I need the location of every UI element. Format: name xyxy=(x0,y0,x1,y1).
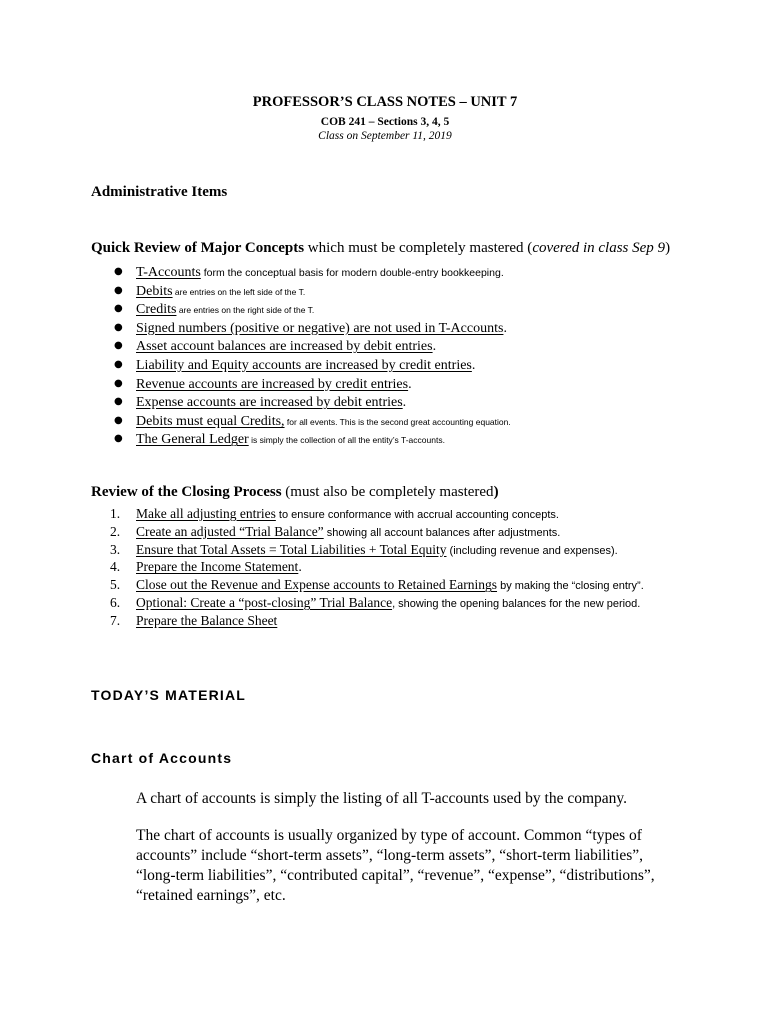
list-item xyxy=(110,558,644,576)
bullet-icon: ● xyxy=(114,303,123,315)
concept-link[interactable]: The General Ledger xyxy=(136,432,249,448)
todays-material-heading: TODAY’S MATERIAL xyxy=(91,687,247,703)
list-item xyxy=(114,319,511,338)
concept-tail: . xyxy=(408,376,412,392)
step-number: 6. xyxy=(110,594,121,610)
step-number: 4. xyxy=(110,559,121,575)
concept-link[interactable]: Signed numbers (positive or negative) are not used in T-Accounts xyxy=(136,320,504,336)
list-item xyxy=(110,594,644,612)
concepts-list xyxy=(114,263,511,449)
concept-link[interactable]: Expense accounts are increased by debit entries xyxy=(136,395,403,411)
quick-review-heading-bold: Quick Review of Major Concepts xyxy=(91,240,305,256)
step-number: 5. xyxy=(110,577,121,593)
concept-link[interactable]: Asset account balances are increased by debit entries xyxy=(136,339,433,355)
step-note: by making the “closing entry”. xyxy=(497,580,644,593)
step-link[interactable]: Prepare the Balance Sheet xyxy=(136,612,278,628)
bullet-icon: ● xyxy=(114,377,123,389)
step-note: to ensure conformance with accrual accounting concepts. xyxy=(275,509,559,521)
list-item xyxy=(114,430,511,449)
list-item xyxy=(114,375,511,394)
bullet-icon: ● xyxy=(114,340,123,352)
concept-note: for all events. This is the second great accounting equation. xyxy=(284,416,511,427)
chart-of-accounts-paragraph-1: A chart of accounts is simply the listing of all T-accounts used by the company. xyxy=(136,790,628,807)
bullet-icon: ● xyxy=(114,414,123,426)
concept-link[interactable]: T-Accounts xyxy=(136,265,201,280)
list-item xyxy=(114,300,511,319)
bullet-icon: ● xyxy=(114,284,123,296)
closing-heading-normal: (must also be completely mastered xyxy=(281,484,494,500)
concept-link[interactable]: Debits must equal Credits, xyxy=(136,413,285,429)
step-link[interactable]: Optional: Create a “post-closing” Trial Balance xyxy=(136,594,393,610)
step-link[interactable]: Close out the Revenue and Expense accounts to Retained Earnings xyxy=(136,577,498,593)
step-link[interactable]: Ensure that Total Assets = Total Liabilities + Total Equity xyxy=(136,541,447,557)
bullet-icon: ● xyxy=(114,433,123,445)
concept-tail: . xyxy=(503,320,507,336)
list-item xyxy=(110,541,644,559)
concept-note: are entries on the right side of the T. xyxy=(176,305,315,316)
course-subtitle: COB 241 – Sections 3, 4, 5 xyxy=(320,116,450,128)
list-item xyxy=(114,393,511,412)
step-link[interactable]: Create an adjusted “Trial Balance” xyxy=(136,523,324,539)
document-title: PROFESSOR’S CLASS NOTES – UNIT 7 xyxy=(252,94,518,110)
step-note: (including revenue and expenses). xyxy=(446,544,618,557)
concept-link[interactable]: Debits xyxy=(136,283,173,299)
step-link[interactable]: Prepare the Income Statement xyxy=(136,559,299,575)
step-link[interactable]: Make all adjusting entries xyxy=(136,506,276,521)
concept-note: form the conceptual basis for modern double-entry bookkeeping. xyxy=(200,267,504,279)
list-item xyxy=(110,612,644,630)
closing-heading-close: ) xyxy=(493,484,499,500)
chart-of-accounts-heading: Chart of Accounts xyxy=(91,750,233,766)
concept-tail: . xyxy=(432,339,437,355)
chart-of-accounts-paragraph-2: The chart of accounts is usually organized by type of account. Common “types of accounts” include “short-term assets”, “long-term assets”, “short-term liabilities”, “long-term liabilities”, “contributed capital”, “revenue”, “expense”, “distributions”, “retained earnings”, etc. xyxy=(136,827,655,904)
bullet-icon: ● xyxy=(114,358,123,370)
step-number: 7. xyxy=(110,612,121,628)
concept-link[interactable]: Liability and Equity accounts are increased by credit entries xyxy=(136,357,472,373)
concept-note: is simply the collection of all the entity’s T-accounts. xyxy=(248,435,445,446)
list-item xyxy=(110,523,644,541)
admin-heading: Administrative Items xyxy=(91,184,228,200)
list-item xyxy=(114,263,511,282)
step-number: 1. xyxy=(110,506,121,521)
closing-steps-list xyxy=(110,505,644,630)
concept-tail: . xyxy=(402,395,407,411)
bullet-icon: ● xyxy=(114,396,123,408)
list-item xyxy=(114,282,511,301)
list-item xyxy=(110,505,644,523)
quick-review-heading xyxy=(91,240,670,257)
class-date: Class on September 11, 2019 xyxy=(318,130,452,142)
closing-heading xyxy=(91,484,499,501)
step-note: showing all account balances after adjustments. xyxy=(323,526,561,539)
closing-heading-bold: Review of the Closing Process xyxy=(91,484,282,500)
bullet-icon: ● xyxy=(114,266,123,277)
concept-link[interactable]: Credits xyxy=(136,302,177,318)
step-number: 2. xyxy=(110,523,121,539)
quick-review-heading-close: ) xyxy=(665,240,671,256)
list-item xyxy=(114,412,511,431)
quick-review-heading-italic: covered in class Sep 9 xyxy=(532,240,666,256)
list-item xyxy=(114,356,511,375)
step-note: , showing the opening balances for the new period. xyxy=(392,597,641,610)
quick-review-heading-normal: which must be completely mastered ( xyxy=(304,240,533,256)
concept-note: are entries on the left side of the T. xyxy=(172,286,306,297)
concept-tail: . xyxy=(471,357,476,373)
concept-link[interactable]: Revenue accounts are increased by credit entries xyxy=(136,376,409,392)
step-number: 3. xyxy=(110,541,121,557)
list-item xyxy=(114,337,511,356)
list-item xyxy=(110,576,644,594)
bullet-icon: ● xyxy=(114,321,123,333)
step-tail: . xyxy=(298,560,302,576)
